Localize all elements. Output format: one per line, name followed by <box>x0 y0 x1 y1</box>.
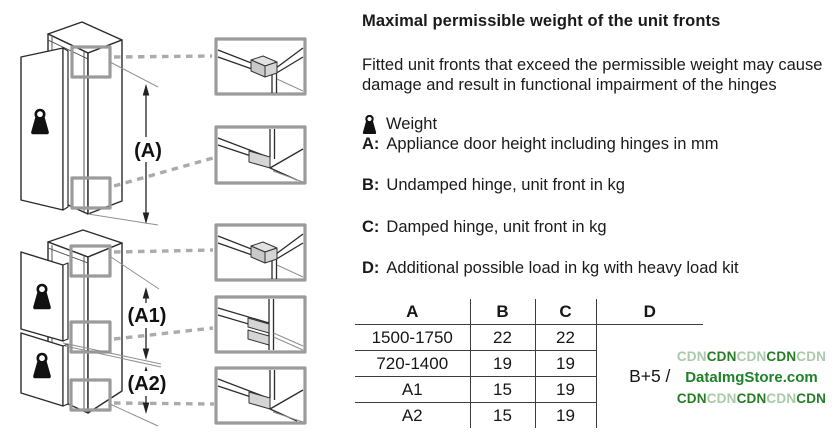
definition-key: A: <box>362 135 380 153</box>
weight-label: Weight <box>386 114 438 133</box>
dimension-arrow-a1 <box>124 287 171 360</box>
cell-d: B+5 / <box>629 366 671 386</box>
dimension-arrow-a2 <box>124 366 171 414</box>
weight-legend <box>362 113 437 135</box>
col-header-c: C <box>535 299 596 325</box>
cell-a: A2 <box>355 403 470 429</box>
weight-limits-table <box>355 299 703 428</box>
cell-b: 15 <box>470 377 535 403</box>
cell-a: A1 <box>355 377 470 403</box>
definition-a <box>362 135 718 154</box>
watermark-cdn: CDN <box>706 349 737 364</box>
watermark-cdn: CDN <box>676 349 707 364</box>
table-row <box>355 325 703 351</box>
col-header-a: A <box>355 299 470 325</box>
label-a: (A) <box>134 140 162 162</box>
intro-paragraph: Fitted unit fronts that exceed the permissible weight may cause damage and result in functional impairment of the hinges <box>362 56 823 94</box>
watermark-cdn: CDN <box>766 391 797 406</box>
detail-box-bottom-hinge-2 <box>216 368 305 423</box>
table-header-row <box>355 299 703 325</box>
watermark-cdn: CDN <box>736 349 767 364</box>
watermark-cdn: CDN <box>676 391 707 406</box>
weight-icon <box>362 115 377 134</box>
cell-b: 15 <box>470 403 535 429</box>
double-door-appliance <box>21 230 214 426</box>
definition-text: Appliance door height including hinges in mm <box>386 135 719 153</box>
col-header-b: B <box>470 299 535 325</box>
definition-key: B: <box>362 176 380 194</box>
definition-key: C: <box>362 218 380 236</box>
watermark-cdn: CDN <box>796 349 827 364</box>
appliance-hinge-diagram <box>0 0 350 446</box>
watermark-cdn-row <box>663 346 840 367</box>
definition-key: D: <box>362 259 380 277</box>
label-a1: (A1) <box>127 305 167 327</box>
watermark-cdn: CDN <box>706 391 737 406</box>
col-header-d: D <box>596 299 703 325</box>
definition-text: Undamped hinge, unit front in kg <box>386 176 625 194</box>
label-a2: (A2) <box>127 373 167 395</box>
definition-b <box>362 176 625 195</box>
definition-c <box>362 218 607 237</box>
cell-c: 19 <box>535 403 596 429</box>
cell-c: 19 <box>535 377 596 403</box>
page-title: Maximal permissible weight of the unit fronts <box>362 12 721 30</box>
detail-box-bottom-hinge-1 <box>216 127 305 183</box>
watermark-cdn: CDN <box>796 391 827 406</box>
watermark <box>663 346 840 409</box>
single-door-appliance <box>21 22 213 225</box>
cell-b: 22 <box>470 325 535 351</box>
callout-dashed-line <box>114 56 213 186</box>
definition-d <box>362 259 739 278</box>
detail-box-top-hinge-2 <box>216 225 305 280</box>
definition-text: Additional possible load in kg with heavy load kit <box>386 259 739 277</box>
watermark-cdn-row <box>663 388 840 409</box>
cell-a: 720-1400 <box>355 351 470 377</box>
detail-box-top-hinge-1 <box>216 39 305 94</box>
watermark-cdn: CDN <box>736 391 767 406</box>
watermark-site: DataImgStore.com <box>685 369 818 386</box>
definition-text: Damped hinge, unit front in kg <box>386 218 607 236</box>
cell-c: 22 <box>535 325 596 351</box>
detail-box-middle-hinge <box>216 297 305 352</box>
cell-c: 19 <box>535 351 596 377</box>
cell-b: 19 <box>470 351 535 377</box>
watermark-cdn: CDN <box>766 349 797 364</box>
cell-a: 1500-1750 <box>355 325 470 351</box>
dimension-arrow-a <box>129 84 167 224</box>
